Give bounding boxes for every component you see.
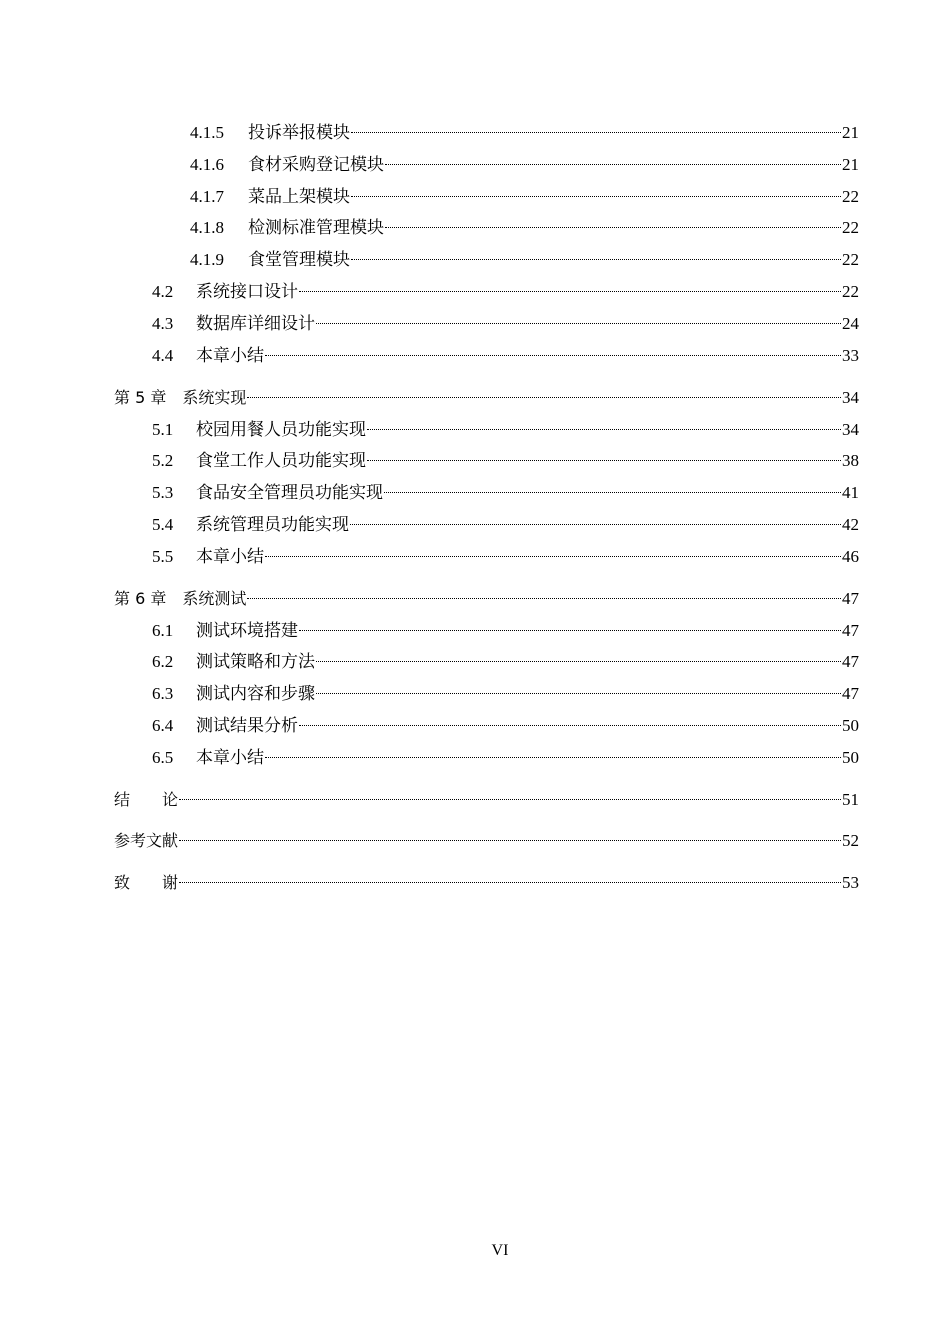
toc-dot-leader	[350, 524, 841, 525]
toc-entry-title: 校园用餐人员功能实现	[196, 420, 366, 439]
toc-entry-number: 4.4	[152, 346, 174, 365]
toc-entry-page-number: 21	[842, 123, 859, 142]
toc-entry-number: 6.4	[152, 716, 174, 735]
toc-entry-number: 4.2	[152, 282, 174, 301]
toc-entry-number: 5.1	[152, 420, 174, 439]
toc-entry-number: 4.1.8	[190, 218, 224, 237]
toc-dot-leader	[247, 397, 841, 398]
toc-entry-title: 致 谢	[114, 873, 179, 892]
toc-dot-leader	[385, 164, 841, 165]
toc-dot-leader	[265, 355, 841, 356]
toc-entry-number: 4.1.9	[190, 250, 224, 269]
toc-entry[interactable]	[152, 418, 859, 442]
toc-dot-leader	[179, 882, 841, 883]
toc-entry-page-number: 50	[842, 748, 859, 767]
toc-entry-title: 测试策略和方法	[196, 652, 315, 671]
toc-dot-leader	[316, 661, 841, 662]
toc-entry[interactable]	[152, 682, 859, 706]
toc-entry-title: 第 5 章 系统实现	[114, 388, 247, 407]
toc-dot-leader	[265, 757, 841, 758]
toc-dot-leader	[316, 323, 841, 324]
toc-dot-leader	[351, 196, 841, 197]
toc-entry-page-number: 50	[842, 716, 859, 735]
toc-entry-title: 本章小结	[196, 748, 264, 767]
toc-entry[interactable]	[152, 312, 859, 336]
toc-entry[interactable]	[114, 587, 859, 611]
toc-entry-number: 4.1.6	[190, 155, 224, 174]
toc-entry-page-number: 47	[842, 589, 859, 608]
toc-dot-leader	[316, 693, 841, 694]
toc-entry-page-number: 47	[842, 652, 859, 671]
toc-entry-number: 4.1.5	[190, 123, 224, 142]
toc-entry[interactable]	[190, 185, 859, 209]
toc-entry-title: 食品安全管理员功能实现	[196, 483, 383, 502]
toc-dot-leader	[299, 291, 841, 292]
toc-entry-title: 本章小结	[196, 547, 264, 566]
toc-entry-page-number: 22	[842, 282, 859, 301]
toc-entry-page-number: 24	[842, 314, 859, 333]
toc-entry-page-number: 22	[842, 218, 859, 237]
toc-entry-title: 参考文献	[114, 831, 179, 850]
toc-entry[interactable]	[152, 481, 859, 505]
toc-entry-page-number: 52	[842, 831, 859, 850]
toc-dot-leader	[367, 460, 841, 461]
toc-entry-page-number: 34	[842, 388, 859, 407]
toc-entry[interactable]	[152, 545, 859, 569]
toc-entry-number: 5.2	[152, 451, 174, 470]
toc-entry-title: 菜品上架模块	[248, 187, 350, 206]
toc-entry-title: 测试环境搭建	[196, 621, 298, 640]
toc-entry[interactable]	[190, 248, 859, 272]
toc-entry[interactable]	[114, 386, 859, 410]
toc-entry[interactable]	[152, 344, 859, 368]
toc-entry-title: 测试结果分析	[196, 716, 298, 735]
toc-entry[interactable]	[152, 449, 859, 473]
toc-dot-leader	[179, 799, 841, 800]
toc-entry-title: 检测标准管理模块	[248, 218, 384, 237]
toc-entry-page-number: 22	[842, 187, 859, 206]
toc-entry-title: 本章小结	[196, 346, 264, 365]
toc-dot-leader	[367, 429, 841, 430]
toc-entry-title: 系统管理员功能实现	[196, 515, 349, 534]
toc-entry[interactable]	[114, 829, 859, 853]
toc-entry-page-number: 42	[842, 515, 859, 534]
toc-entry-title: 数据库详细设计	[196, 314, 315, 333]
toc-dot-leader	[179, 840, 841, 841]
toc-entry-title: 第 6 章 系统测试	[114, 589, 247, 608]
toc-entry[interactable]	[114, 871, 859, 895]
toc-entry[interactable]	[152, 280, 859, 304]
toc-entry-page-number: 47	[842, 621, 859, 640]
page-number-footer: VI	[491, 1242, 509, 1259]
toc-dot-leader	[299, 725, 841, 726]
toc-entry-page-number: 22	[842, 250, 859, 269]
toc-entry-page-number: 47	[842, 684, 859, 703]
toc-entry-title: 食堂工作人员功能实现	[196, 451, 366, 470]
toc-entry-number: 4.3	[152, 314, 174, 333]
toc-entry[interactable]	[152, 714, 859, 738]
toc-entry-number: 6.5	[152, 748, 174, 767]
toc-entry-page-number: 41	[842, 483, 859, 502]
toc-entry[interactable]	[152, 746, 859, 770]
toc-entry-page-number: 38	[842, 451, 859, 470]
toc-entry[interactable]	[152, 513, 859, 537]
toc-entry-page-number: 33	[842, 346, 859, 365]
toc-entry-number: 6.1	[152, 621, 174, 640]
toc-dot-leader	[351, 259, 841, 260]
toc-entry-number: 5.3	[152, 483, 174, 502]
toc-entry-number: 5.5	[152, 547, 174, 566]
toc-entry-title: 投诉举报模块	[248, 123, 350, 142]
toc-entry[interactable]	[152, 650, 859, 674]
toc-entry[interactable]	[190, 121, 859, 145]
toc-entry-page-number: 53	[842, 873, 859, 892]
toc-dot-leader	[351, 132, 841, 133]
toc-dot-leader	[247, 598, 841, 599]
toc-dot-leader	[299, 630, 841, 631]
toc-entry-number: 6.3	[152, 684, 174, 703]
toc-dot-leader	[265, 556, 841, 557]
toc-entry-page-number: 34	[842, 420, 859, 439]
toc-entry-number: 5.4	[152, 515, 174, 534]
toc-entry-page-number: 51	[842, 790, 859, 809]
toc-dot-leader	[384, 492, 841, 493]
toc-entry[interactable]	[190, 153, 859, 177]
toc-dot-leader	[385, 227, 841, 228]
toc-entry-title: 食堂管理模块	[248, 250, 350, 269]
toc-entry[interactable]	[152, 619, 859, 643]
toc-entry-title: 测试内容和步骤	[196, 684, 315, 703]
toc-entry-page-number: 21	[842, 155, 859, 174]
toc-entry-number: 4.1.7	[190, 187, 224, 206]
toc-entry-title: 系统接口设计	[196, 282, 298, 301]
toc-entry-page-number: 46	[842, 547, 859, 566]
toc-entry[interactable]	[114, 788, 859, 812]
toc-entry-title: 食材采购登记模块	[248, 155, 384, 174]
toc-entry-title: 结 论	[114, 790, 179, 809]
toc-entry-number: 6.2	[152, 652, 174, 671]
toc-entry[interactable]	[190, 216, 859, 240]
